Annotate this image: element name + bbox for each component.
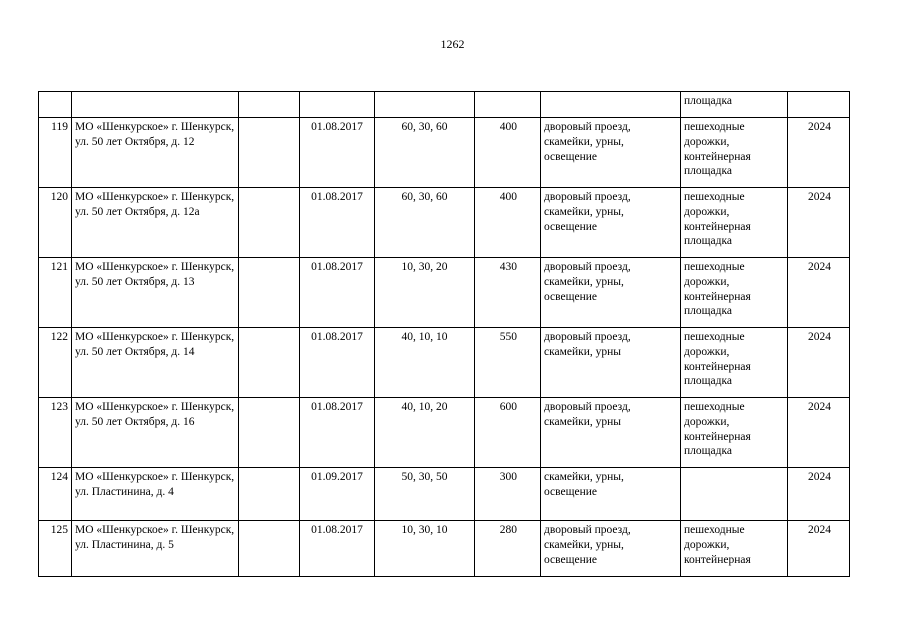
cell-address: МО «Шенкурское» г. Шенкурск, ул. 50 лет Октября, д. 13 xyxy=(72,258,239,328)
cell-date: 01.08.2017 xyxy=(300,398,375,468)
cell-works-main: скамейки, урны, освещение xyxy=(541,468,681,521)
cell-area: 550 xyxy=(475,328,541,398)
table-row xyxy=(39,521,850,577)
cell-area: 430 xyxy=(475,258,541,328)
cell-empty xyxy=(239,328,300,398)
cell-values: 60, 30, 60 xyxy=(375,118,475,188)
table-row xyxy=(39,328,850,398)
cell-area: 400 xyxy=(475,118,541,188)
cell-works-main: дворовый проезд, скамейки, урны, освещение xyxy=(541,521,681,577)
cell-address: МО «Шенкурское» г. Шенкурск, ул. Пластинина, д. 5 xyxy=(72,521,239,577)
cell-num: 121 xyxy=(39,258,72,328)
cell-year: 2024 xyxy=(788,468,850,521)
cell-works-extra: пешеходные дорожки, контейнерная площадка xyxy=(681,328,788,398)
cell-address: МО «Шенкурское» г. Шенкурск, ул. Пластинина, д. 4 xyxy=(72,468,239,521)
cell-values: 10, 30, 20 xyxy=(375,258,475,328)
cell-num: 124 xyxy=(39,468,72,521)
cell-works-extra: пешеходные дорожки, контейнерная площадка xyxy=(681,188,788,258)
cell-date: 01.08.2017 xyxy=(300,118,375,188)
cell-empty xyxy=(239,398,300,468)
table-row xyxy=(39,258,850,328)
cell-date: 01.08.2017 xyxy=(300,258,375,328)
cell-works-extra: пешеходные дорожки, контейнерная площадка xyxy=(681,258,788,328)
cell-year: 2024 xyxy=(788,521,850,577)
cell-works-extra: пешеходные дорожки, контейнерная xyxy=(681,521,788,577)
cell-year xyxy=(788,92,850,118)
cell-works-main xyxy=(541,92,681,118)
cell-empty xyxy=(239,521,300,577)
cell-date: 01.08.2017 xyxy=(300,328,375,398)
table-row xyxy=(39,398,850,468)
table-row xyxy=(39,188,850,258)
cell-year: 2024 xyxy=(788,188,850,258)
cell-values: 10, 30, 10 xyxy=(375,521,475,577)
cell-works-main: дворовый проезд, скамейки, урны, освещение xyxy=(541,118,681,188)
cell-values: 60, 30, 60 xyxy=(375,188,475,258)
cell-works-main: дворовый проезд, скамейки, урны, освещение xyxy=(541,258,681,328)
cell-values: 40, 10, 10 xyxy=(375,328,475,398)
cell-area: 400 xyxy=(475,188,541,258)
cell-date: 01.08.2017 xyxy=(300,521,375,577)
cell-empty xyxy=(239,258,300,328)
cell-values xyxy=(375,92,475,118)
cell-year: 2024 xyxy=(788,328,850,398)
cell-works-main: дворовый проезд, скамейки, урны, освещение xyxy=(541,188,681,258)
cell-empty xyxy=(239,92,300,118)
cell-address: МО «Шенкурское» г. Шенкурск, ул. 50 лет Октября, д. 12а xyxy=(72,188,239,258)
cell-works-extra xyxy=(681,468,788,521)
cell-address xyxy=(72,92,239,118)
cell-year: 2024 xyxy=(788,398,850,468)
cell-area: 600 xyxy=(475,398,541,468)
cell-works-extra: пешеходные дорожки, контейнерная площадка xyxy=(681,118,788,188)
cell-date: 01.09.2017 xyxy=(300,468,375,521)
cell-works-main: дворовый проезд, скамейки, урны xyxy=(541,328,681,398)
page-number: 1262 xyxy=(440,37,465,51)
cell-num: 123 xyxy=(39,398,72,468)
cell-works-extra: площадка xyxy=(681,92,788,118)
cell-area: 280 xyxy=(475,521,541,577)
cell-year: 2024 xyxy=(788,118,850,188)
cell-values: 50, 30, 50 xyxy=(375,468,475,521)
cell-num: 125 xyxy=(39,521,72,577)
cell-address: МО «Шенкурское» г. Шенкурск, ул. 50 лет Октября, д. 14 xyxy=(72,328,239,398)
cell-works-main: дворовый проезд, скамейки, урны xyxy=(541,398,681,468)
cell-num xyxy=(39,92,72,118)
cell-address: МО «Шенкурское» г. Шенкурск, ул. 50 лет Октября, д. 12 xyxy=(72,118,239,188)
cell-year: 2024 xyxy=(788,258,850,328)
cell-values: 40, 10, 20 xyxy=(375,398,475,468)
cell-date: 01.08.2017 xyxy=(300,188,375,258)
table-row xyxy=(39,468,850,521)
cell-area: 300 xyxy=(475,468,541,521)
cell-area xyxy=(475,92,541,118)
cell-address: МО «Шенкурское» г. Шенкурск, ул. 50 лет Октября, д. 16 xyxy=(72,398,239,468)
continuation-row xyxy=(39,92,850,118)
cell-num: 122 xyxy=(39,328,72,398)
cell-empty xyxy=(239,468,300,521)
cell-num: 120 xyxy=(39,188,72,258)
table-row xyxy=(39,118,850,188)
cell-works-extra: пешеходные дорожки, контейнерная площадка xyxy=(681,398,788,468)
cell-date xyxy=(300,92,375,118)
cell-empty xyxy=(239,118,300,188)
cell-num: 119 xyxy=(39,118,72,188)
improvement-table xyxy=(38,91,850,577)
cell-empty xyxy=(239,188,300,258)
